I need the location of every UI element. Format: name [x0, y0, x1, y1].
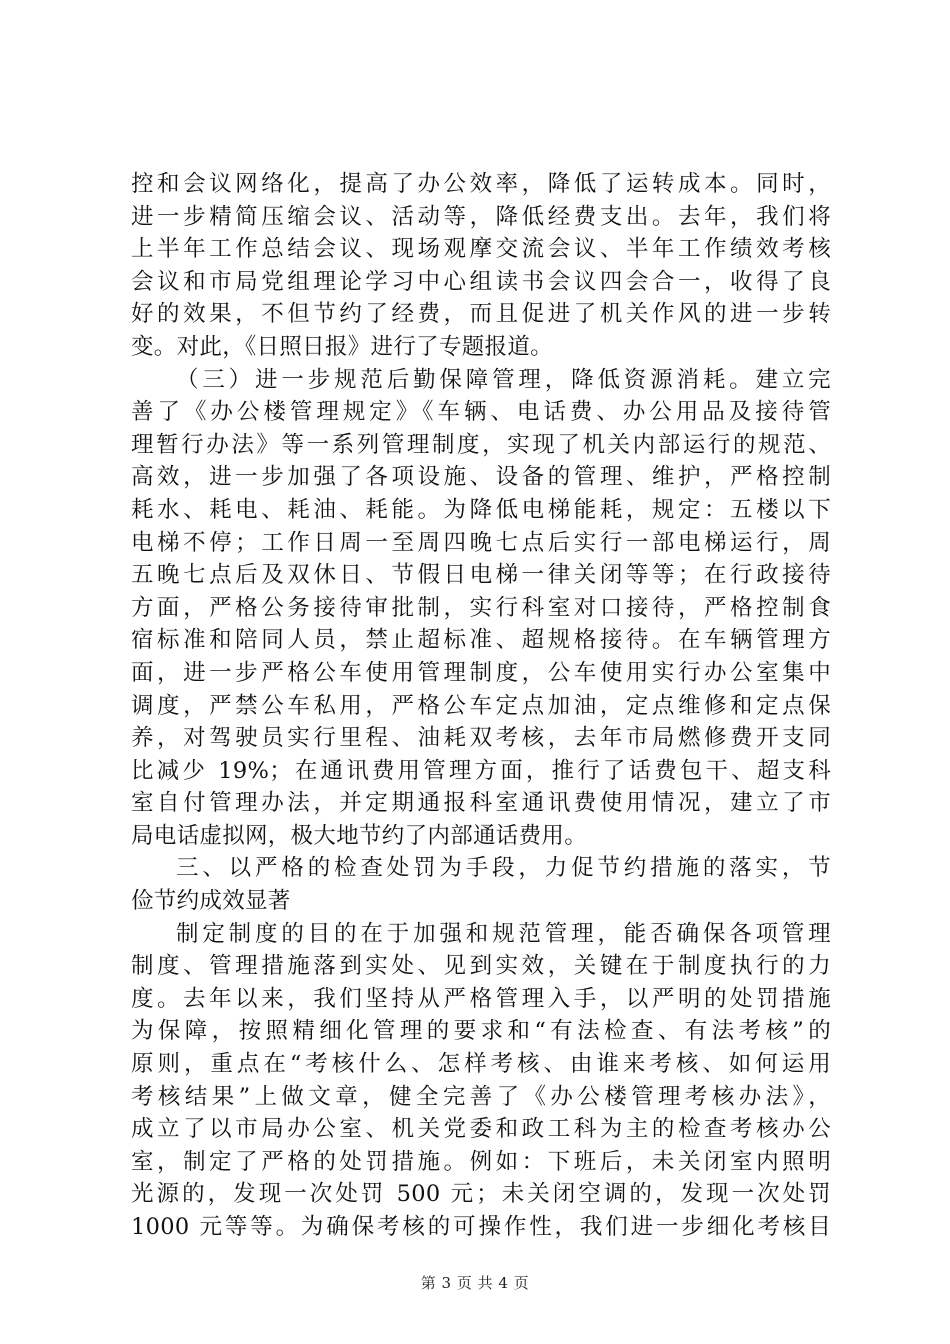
text-line: 面，进一步严格公车使用管理制度，公车使用实行办公室集中: [131, 659, 831, 686]
text-line: 为保障，按照精细化管理的要求和“有法检查、有法考核”的: [131, 1018, 831, 1045]
text-line: 进一步精简压缩会议、活动等，降低经费支出。去年，我们将: [131, 203, 831, 230]
text-line: 制度、管理措施落到实处、见到实效，关键在于制度执行的力: [131, 953, 831, 980]
body-text: [131, 168, 831, 1244]
text-line: 调度，严禁公车私用，严格公车定点加油，定点维修和定点保: [131, 692, 831, 719]
text-line: 好的效果，不但节约了经费，而且促进了机关作风的进一步转: [131, 301, 831, 328]
text-line: 电梯不停；工作日周一至周四晚七点后实行一部电梯运行，周: [131, 529, 831, 556]
text-line: 室，制定了严格的处罚措施。例如：下班后，未关闭室内照明: [131, 1148, 831, 1175]
text-line: 方面，严格公务接待审批制，实行科室对口接待，严格控制食: [131, 594, 831, 621]
text-line: 高效，进一步加强了各项设施、设备的管理、维护，严格控制: [131, 464, 831, 491]
text-line: 成立了以市局办公室、机关党委和政工科为主的检查考核办公: [131, 1116, 831, 1143]
text-line: （三）进一步规范后勤保障管理，降低资源消耗。建立完: [176, 366, 831, 393]
text-line: 度。去年以来，我们坚持从严格管理入手，以严明的处罚措施: [131, 985, 831, 1012]
text-line: 制定制度的目的在于加强和规范管理，能否确保各项管理: [176, 920, 831, 947]
text-line: 原则，重点在“考核什么、怎样考核、由谁来考核、如何运用: [131, 1051, 831, 1078]
text-line: 三、以严格的检查处罚为手段，力促节约措施的落实，节: [176, 855, 831, 882]
text-line: 变。对此，《日照日报》进行了专题报道。: [131, 333, 553, 360]
text-line: 局电话虚拟网，极大地节约了内部通话费用。: [131, 822, 588, 849]
text-line: 考核结果”上做文章，健全完善了《办公楼管理考核办法》，: [131, 1083, 831, 1110]
text-line: 室自付管理办法，并定期通报科室通讯费使用情况，建立了市: [131, 790, 831, 817]
text-line: 养，对驾驶员实行里程、油耗双考核，去年市局燃修费开支同: [131, 725, 831, 752]
text-line: 光源的，发现一次处罚 500 元；未关闭空调的，发现一次处罚: [131, 1181, 831, 1208]
text-line: 比减少 19%；在通讯费用管理方面，推行了话费包干、超支科: [131, 757, 831, 784]
text-line: 1000 元等等。为确保考核的可操作性，我们进一步细化考核目: [131, 1214, 831, 1240]
text-line: 理暂行办法》等一系列管理制度，实现了机关内部运行的规范、: [131, 431, 831, 458]
text-line: 五晚七点后及双休日、节假日电梯一律关闭等等；在行政接待: [131, 562, 831, 589]
text-line: 善了《办公楼管理规定》《车辆、电话费、办公用品及接待管: [131, 399, 831, 426]
text-line: 控和会议网络化，提高了办公效率，降低了运转成本。同时，: [131, 171, 831, 197]
text-line: 耗水、耗电、耗油、耗能。为降低电梯能耗，规定：五楼以下: [131, 496, 831, 523]
text-line: 上半年工作总结会议、现场观摩交流会议、半年工作绩效考核: [131, 236, 831, 263]
text-line: 俭节约成效显著: [131, 888, 291, 915]
text-line: 会议和市局党组理论学习中心组读书会议四会合一，收得了良: [131, 268, 831, 295]
page-footer: 第 3 页 共 4 页: [420, 1274, 530, 1292]
text-line: 宿标准和陪同人员，禁止超标准、超规格接待。在车辆管理方: [131, 627, 831, 654]
